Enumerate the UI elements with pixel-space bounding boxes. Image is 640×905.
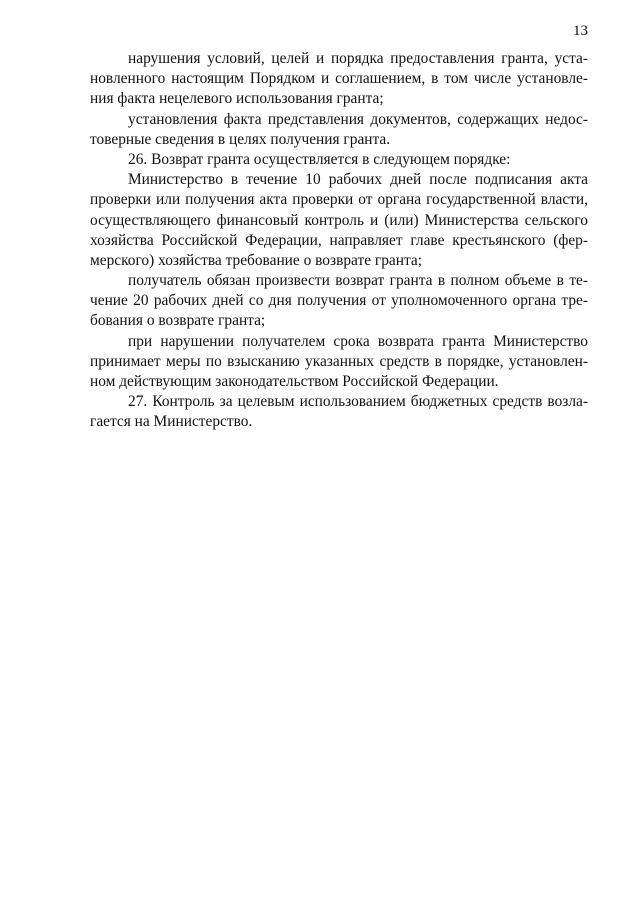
text-line: получатель обязан произвести возврат гранта в полном объеме в те- — [128, 272, 588, 290]
text-line: мерского) хозяйства требование о возврате гранта; — [90, 251, 422, 269]
text-line: чение 20 рабочих дней со дня получения от уполномоченного органа тре- — [90, 292, 588, 310]
body-text — [90, 49, 588, 433]
text-line: бования о возврате гранта; — [90, 312, 266, 330]
text-line: установления факта представления документов, содержащих недос- — [128, 110, 588, 128]
text-line: проверки или получения акта проверки от органа государственной власти, — [90, 191, 588, 209]
text-line: 26. Возврат гранта осуществляется в следующем порядке: — [128, 150, 511, 168]
text-line: гается на Министерство. — [90, 413, 253, 431]
page-number: 13 — [573, 23, 588, 39]
text-line: хозяйства Российской Федерации, направляет главе крестьянского (фер- — [90, 231, 588, 249]
text-line: Министерство в течение 10 рабочих дней после подписания акта — [128, 171, 588, 189]
text-line: принимает меры по взысканию указанных средств в порядке, установлен- — [90, 352, 588, 370]
text-line: осуществляющего финансовый контроль и (или) Министерства сельского — [90, 211, 588, 229]
text-line: 27. Контроль за целевым использованием бюджетных средств возла- — [128, 393, 588, 411]
text-line: нарушения условий, целей и порядка предоставления гранта, уста- — [128, 50, 588, 67]
text-line: при нарушении получателем срока возврата гранта Министерство — [128, 332, 588, 350]
text-line: ния факта нецелевого использования гранта; — [90, 90, 384, 108]
text-line: новленного настоящим Порядком и соглашением, в том числе установле- — [90, 70, 588, 88]
text-line: товерные сведения в целях получения гранта. — [90, 130, 391, 148]
text-line: ном действующим законодательством Российской Федерации. — [90, 373, 499, 390]
